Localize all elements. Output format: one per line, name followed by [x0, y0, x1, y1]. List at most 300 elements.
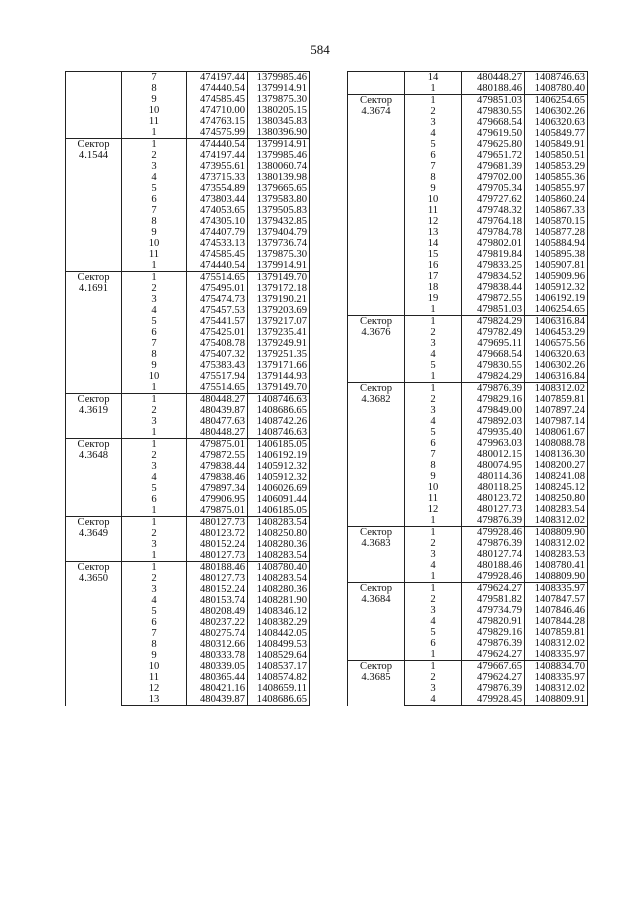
point-number: 8: [122, 349, 187, 360]
point-number: 5: [122, 183, 187, 194]
y-coordinate: 1379203.69: [248, 305, 310, 316]
x-coordinate: 480127.74: [462, 549, 525, 560]
y-coordinate: 1408780.40: [525, 83, 588, 95]
y-coordinate: 1407897.24: [525, 405, 588, 416]
y-coordinate: 1379217.07: [248, 316, 310, 327]
point-number: 2: [122, 283, 187, 294]
sector-name: [66, 517, 122, 562]
point-number: 2: [122, 573, 187, 584]
x-coordinate: 480439.87: [187, 405, 248, 416]
x-coordinate: 479833.25: [462, 260, 525, 271]
x-coordinate: 475457.53: [187, 305, 248, 316]
x-coordinate: 480365.44: [187, 672, 248, 683]
point-number: 5: [122, 606, 187, 617]
y-coordinate: 1379172.18: [248, 283, 310, 294]
sector-name-line: 4.3619: [78, 405, 109, 416]
point-number: 2: [122, 150, 187, 161]
y-coordinate: 1408312.02: [525, 515, 588, 527]
y-coordinate: 1405867.33: [525, 205, 588, 216]
y-coordinate: 1408686.65: [248, 694, 310, 706]
point-number: 1: [405, 83, 462, 95]
point-number: 8: [122, 83, 187, 94]
point-number: 3: [405, 605, 462, 616]
point-number: 12: [405, 504, 462, 515]
x-coordinate: 479928.46: [462, 527, 525, 539]
x-coordinate: 473803.44: [187, 194, 248, 205]
x-coordinate: 474440.54: [187, 83, 248, 94]
y-coordinate: 1379875.30: [248, 94, 310, 105]
x-coordinate: 479681.39: [462, 161, 525, 172]
x-coordinate: 480012.15: [462, 449, 525, 460]
point-number: 6: [122, 617, 187, 628]
y-coordinate: 1406316.84: [525, 371, 588, 383]
point-number: 2: [405, 106, 462, 117]
y-coordinate: 1407844.28: [525, 616, 588, 627]
y-coordinate: 1406185.05: [248, 439, 310, 451]
sector-name: [348, 383, 405, 527]
y-coordinate: 1379985.46: [248, 72, 310, 84]
point-number: 3: [122, 584, 187, 595]
sector-name: [66, 139, 122, 272]
point-number: 1: [122, 562, 187, 574]
y-coordinate: 1379736.74: [248, 238, 310, 249]
point-number: 6: [122, 194, 187, 205]
x-coordinate: 479829.16: [462, 394, 525, 405]
point-number: 4: [405, 128, 462, 139]
point-number: 1: [405, 95, 462, 107]
point-number: 14: [405, 72, 462, 84]
point-number: 7: [122, 205, 187, 216]
point-number: 1: [122, 550, 187, 562]
y-coordinate: 1405853.29: [525, 161, 588, 172]
y-coordinate: 1408780.41: [525, 560, 588, 571]
y-coordinate: 1405850.51: [525, 150, 588, 161]
point-number: 7: [122, 72, 187, 84]
x-coordinate: 475495.01: [187, 283, 248, 294]
y-coordinate: 1405895.38: [525, 249, 588, 260]
y-coordinate: 1379432.85: [248, 216, 310, 227]
y-coordinate: 1408280.36: [248, 584, 310, 595]
y-coordinate: 1408499.53: [248, 639, 310, 650]
point-number: 6: [122, 494, 187, 505]
y-coordinate: 1408809.90: [525, 527, 588, 539]
y-coordinate: 1408780.40: [248, 562, 310, 574]
y-coordinate: 1408283.54: [248, 550, 310, 562]
table-row: [66, 272, 310, 284]
point-number: 10: [405, 194, 462, 205]
sector-name: [66, 394, 122, 439]
sector-name-line: Сектор: [77, 517, 110, 528]
x-coordinate: 480074.95: [462, 460, 525, 471]
x-coordinate: 479651.72: [462, 150, 525, 161]
y-coordinate: 1379144.93: [248, 371, 310, 382]
y-coordinate: 1406320.63: [525, 117, 588, 128]
point-number: 1: [122, 517, 187, 529]
y-coordinate: 1405909.96: [525, 271, 588, 282]
point-number: 9: [405, 183, 462, 194]
point-number: 10: [122, 661, 187, 672]
point-number: 6: [405, 150, 462, 161]
point-number: 3: [122, 416, 187, 427]
y-coordinate: 1408283.54: [525, 504, 588, 515]
x-coordinate: 474053.65: [187, 205, 248, 216]
x-coordinate: 474440.54: [187, 260, 248, 272]
y-coordinate: 1380205.15: [248, 105, 310, 116]
point-number: 7: [122, 338, 187, 349]
point-number: 1: [122, 439, 187, 451]
x-coordinate: 479876.39: [462, 538, 525, 549]
x-coordinate: 479830.55: [462, 360, 525, 371]
point-number: 4: [122, 472, 187, 483]
y-coordinate: 1408250.80: [248, 528, 310, 539]
x-coordinate: 475425.01: [187, 327, 248, 338]
x-coordinate: 474710.00: [187, 105, 248, 116]
y-coordinate: 1380060.74: [248, 161, 310, 172]
point-number: 3: [405, 683, 462, 694]
y-coordinate: 1407859.81: [525, 394, 588, 405]
point-number: 2: [405, 672, 462, 683]
x-coordinate: 480312.66: [187, 639, 248, 650]
x-coordinate: 474407.79: [187, 227, 248, 238]
y-coordinate: 1408245.12: [525, 482, 588, 493]
x-coordinate: 480237.22: [187, 617, 248, 628]
point-number: 8: [122, 216, 187, 227]
table-row: [66, 394, 310, 406]
sector-name-line: Сектор: [360, 95, 392, 106]
x-coordinate: 479705.34: [462, 183, 525, 194]
y-coordinate: 1405912.32: [248, 461, 310, 472]
sector-name: [66, 562, 122, 706]
x-coordinate: 480448.27: [462, 72, 525, 84]
x-coordinate: 479727.62: [462, 194, 525, 205]
y-coordinate: 1379665.65: [248, 183, 310, 194]
y-coordinate: 1379914.91: [248, 260, 310, 272]
point-number: 1: [405, 304, 462, 316]
y-coordinate: 1379149.70: [248, 272, 310, 284]
x-coordinate: 474440.54: [187, 139, 248, 151]
point-number: 13: [122, 694, 187, 706]
y-coordinate: 1406302.26: [525, 360, 588, 371]
x-coordinate: 480188.46: [462, 560, 525, 571]
point-number: 11: [122, 672, 187, 683]
x-coordinate: 473715.33: [187, 172, 248, 183]
x-coordinate: 480127.73: [187, 550, 248, 562]
point-number: 3: [122, 539, 187, 550]
y-coordinate: 1408742.26: [248, 416, 310, 427]
point-number: 3: [122, 294, 187, 305]
y-coordinate: 1408061.67: [525, 427, 588, 438]
y-coordinate: 1379149.70: [248, 382, 310, 394]
sector-name-line: 4.3683: [361, 538, 391, 549]
sector-name-line: 4.3685: [361, 672, 391, 683]
point-number: 7: [122, 628, 187, 639]
point-number: 15: [405, 249, 462, 260]
x-coordinate: 479624.27: [462, 672, 525, 683]
y-coordinate: 1408250.80: [525, 493, 588, 504]
point-number: 2: [405, 327, 462, 338]
y-coordinate: 1408537.17: [248, 661, 310, 672]
point-number: 10: [122, 105, 187, 116]
y-coordinate: 1408200.27: [525, 460, 588, 471]
x-coordinate: 475517.94: [187, 371, 248, 382]
point-number: 1: [122, 260, 187, 272]
point-number: 19: [405, 293, 462, 304]
point-number: 9: [122, 94, 187, 105]
sector-name-line: Сектор: [77, 394, 110, 405]
y-coordinate: 1408280.36: [248, 539, 310, 550]
x-coordinate: 480114.36: [462, 471, 525, 482]
point-number: 12: [405, 216, 462, 227]
y-coordinate: 1406453.29: [525, 327, 588, 338]
x-coordinate: 474575.99: [187, 127, 248, 139]
x-coordinate: 480275.74: [187, 628, 248, 639]
x-coordinate: 479668.54: [462, 117, 525, 128]
point-number: 18: [405, 282, 462, 293]
y-coordinate: 1405870.15: [525, 216, 588, 227]
y-coordinate: 1408834.70: [525, 661, 588, 673]
point-number: 4: [405, 416, 462, 427]
x-coordinate: 474533.13: [187, 238, 248, 249]
x-coordinate: 479829.16: [462, 627, 525, 638]
x-coordinate: 475514.65: [187, 382, 248, 394]
sector-name-line: Сектор: [360, 583, 392, 594]
point-number: 4: [405, 349, 462, 360]
y-coordinate: 1379583.80: [248, 194, 310, 205]
point-number: 1: [405, 571, 462, 583]
y-coordinate: 1408283.54: [248, 517, 310, 529]
y-coordinate: 1379235.41: [248, 327, 310, 338]
x-coordinate: 480127.73: [462, 504, 525, 515]
point-number: 1: [122, 394, 187, 406]
y-coordinate: 1408335.97: [525, 649, 588, 661]
y-coordinate: 1379914.91: [248, 83, 310, 94]
point-number: 1: [122, 382, 187, 394]
point-number: 3: [405, 405, 462, 416]
x-coordinate: 480118.25: [462, 482, 525, 493]
sector-name: [348, 316, 405, 383]
point-number: 3: [405, 338, 462, 349]
y-coordinate: 1405912.32: [248, 472, 310, 483]
x-coordinate: 479876.39: [462, 515, 525, 527]
point-number: 9: [122, 227, 187, 238]
y-coordinate: 1406254.65: [525, 95, 588, 107]
point-number: 5: [122, 316, 187, 327]
point-number: 2: [122, 405, 187, 416]
point-number: 1: [405, 371, 462, 383]
x-coordinate: 479667.65: [462, 661, 525, 673]
table-row: [66, 439, 310, 451]
x-coordinate: 479702.00: [462, 172, 525, 183]
sector-name-line: 4.3674: [361, 106, 391, 117]
y-coordinate: 1406026.69: [248, 483, 310, 494]
point-number: 1: [405, 661, 462, 673]
y-coordinate: 1408809.90: [525, 571, 588, 583]
x-coordinate: 479619.50: [462, 128, 525, 139]
x-coordinate: 480421.16: [187, 683, 248, 694]
y-coordinate: 1408312.02: [525, 683, 588, 694]
x-coordinate: 474197.44: [187, 150, 248, 161]
y-coordinate: 1408746.63: [248, 427, 310, 439]
table-row: [348, 661, 588, 673]
x-coordinate: 479928.45: [462, 694, 525, 706]
y-coordinate: 1406185.05: [248, 505, 310, 517]
x-coordinate: 479935.40: [462, 427, 525, 438]
y-coordinate: 1379875.30: [248, 249, 310, 260]
x-coordinate: 480188.46: [462, 83, 525, 95]
point-number: 1: [405, 383, 462, 395]
x-coordinate: 479875.01: [187, 439, 248, 451]
x-coordinate: 479875.01: [187, 505, 248, 517]
y-coordinate: 1408335.97: [525, 583, 588, 595]
point-number: 1: [405, 583, 462, 595]
point-number: 4: [405, 616, 462, 627]
y-coordinate: 1379505.83: [248, 205, 310, 216]
x-coordinate: 479734.79: [462, 605, 525, 616]
y-coordinate: 1408529.64: [248, 650, 310, 661]
x-coordinate: 474585.45: [187, 94, 248, 105]
y-coordinate: 1379404.79: [248, 227, 310, 238]
table-row: [348, 583, 588, 595]
y-coordinate: 1380139.98: [248, 172, 310, 183]
x-coordinate: 480123.72: [462, 493, 525, 504]
point-number: 6: [405, 438, 462, 449]
y-coordinate: 1408136.30: [525, 449, 588, 460]
table-row: [66, 562, 310, 574]
sector-name: [66, 272, 122, 394]
x-coordinate: 480477.63: [187, 416, 248, 427]
point-number: 16: [405, 260, 462, 271]
y-coordinate: 1379190.21: [248, 294, 310, 305]
point-number: 9: [122, 360, 187, 371]
sector-name: [66, 72, 122, 139]
y-coordinate: 1408809.91: [525, 694, 588, 706]
point-number: 4: [122, 305, 187, 316]
y-coordinate: 1406316.84: [525, 316, 588, 328]
y-coordinate: 1407847.57: [525, 594, 588, 605]
y-coordinate: 1406192.19: [248, 450, 310, 461]
point-number: 1: [405, 527, 462, 539]
y-coordinate: 1405907.81: [525, 260, 588, 271]
x-coordinate: 479824.29: [462, 316, 525, 328]
y-coordinate: 1405849.91: [525, 139, 588, 150]
y-coordinate: 1408312.02: [525, 638, 588, 649]
point-number: 4: [122, 172, 187, 183]
coordinates-table-left: [65, 71, 310, 706]
x-coordinate: 475474.73: [187, 294, 248, 305]
sector-name: [348, 661, 405, 706]
sector-name-line: 4.1544: [78, 150, 109, 161]
point-number: 8: [405, 460, 462, 471]
sector-name-line: 4.3682: [361, 394, 391, 405]
y-coordinate: 1407846.46: [525, 605, 588, 616]
x-coordinate: 479838.44: [462, 282, 525, 293]
y-coordinate: 1405912.32: [525, 282, 588, 293]
y-coordinate: 1406254.65: [525, 304, 588, 316]
x-coordinate: 474763.15: [187, 116, 248, 127]
point-number: 2: [405, 538, 462, 549]
point-number: 13: [405, 227, 462, 238]
x-coordinate: 480127.73: [187, 517, 248, 529]
y-coordinate: 1405877.28: [525, 227, 588, 238]
point-number: 17: [405, 271, 462, 282]
table-row: [348, 95, 588, 107]
y-coordinate: 1408312.02: [525, 538, 588, 549]
sector-name: [348, 583, 405, 661]
x-coordinate: 479876.39: [462, 683, 525, 694]
sector-name-line: Сектор: [77, 139, 110, 150]
x-coordinate: 480339.05: [187, 661, 248, 672]
x-coordinate: 473955.61: [187, 161, 248, 172]
y-coordinate: 1408382.29: [248, 617, 310, 628]
sector-name: [66, 439, 122, 517]
point-number: 6: [122, 327, 187, 338]
x-coordinate: 480153.74: [187, 595, 248, 606]
x-coordinate: 479876.39: [462, 383, 525, 395]
x-coordinate: 479897.34: [187, 483, 248, 494]
y-coordinate: 1408281.90: [248, 595, 310, 606]
x-coordinate: 479824.29: [462, 371, 525, 383]
x-coordinate: 479625.80: [462, 139, 525, 150]
x-coordinate: 480188.46: [187, 562, 248, 574]
point-number: 3: [405, 117, 462, 128]
x-coordinate: 479849.00: [462, 405, 525, 416]
x-coordinate: 479820.91: [462, 616, 525, 627]
sector-name-line: 4.1691: [78, 283, 109, 294]
point-number: 14: [405, 238, 462, 249]
y-coordinate: 1408746.63: [248, 394, 310, 406]
sector-name: [348, 527, 405, 583]
sector-name-line: 4.3648: [78, 450, 109, 461]
point-number: 10: [122, 238, 187, 249]
y-coordinate: 1405855.97: [525, 183, 588, 194]
y-coordinate: 1408746.63: [525, 72, 588, 84]
y-coordinate: 1408283.54: [248, 573, 310, 584]
point-number: 7: [405, 449, 462, 460]
point-number: 1: [405, 515, 462, 527]
point-number: 4: [122, 595, 187, 606]
point-number: 11: [405, 493, 462, 504]
x-coordinate: 480123.72: [187, 528, 248, 539]
point-number: 1: [405, 316, 462, 328]
x-coordinate: 479748.32: [462, 205, 525, 216]
table-row: [348, 383, 588, 395]
y-coordinate: 1405855.36: [525, 172, 588, 183]
coordinates-table-right: [347, 71, 588, 706]
point-number: 11: [122, 116, 187, 127]
sector-name-line: 4.3650: [78, 573, 109, 584]
sector-name-line: 4.3649: [78, 528, 109, 539]
y-coordinate: 1407987.14: [525, 416, 588, 427]
x-coordinate: 480439.87: [187, 694, 248, 706]
sector-name: [348, 95, 405, 316]
y-coordinate: 1380396.90: [248, 127, 310, 139]
x-coordinate: 479838.44: [187, 461, 248, 472]
sector-name-line: Сектор: [77, 562, 110, 573]
x-coordinate: 474197.44: [187, 72, 248, 84]
y-coordinate: 1406091.44: [248, 494, 310, 505]
point-number: 5: [405, 360, 462, 371]
point-number: 6: [405, 638, 462, 649]
x-coordinate: 479963.03: [462, 438, 525, 449]
x-coordinate: 479892.03: [462, 416, 525, 427]
point-number: 7: [405, 161, 462, 172]
x-coordinate: 475408.78: [187, 338, 248, 349]
sector-name-line: Сектор: [360, 383, 392, 394]
x-coordinate: 479851.03: [462, 304, 525, 316]
point-number: 3: [405, 549, 462, 560]
x-coordinate: 475514.65: [187, 272, 248, 284]
table-row: [348, 316, 588, 328]
